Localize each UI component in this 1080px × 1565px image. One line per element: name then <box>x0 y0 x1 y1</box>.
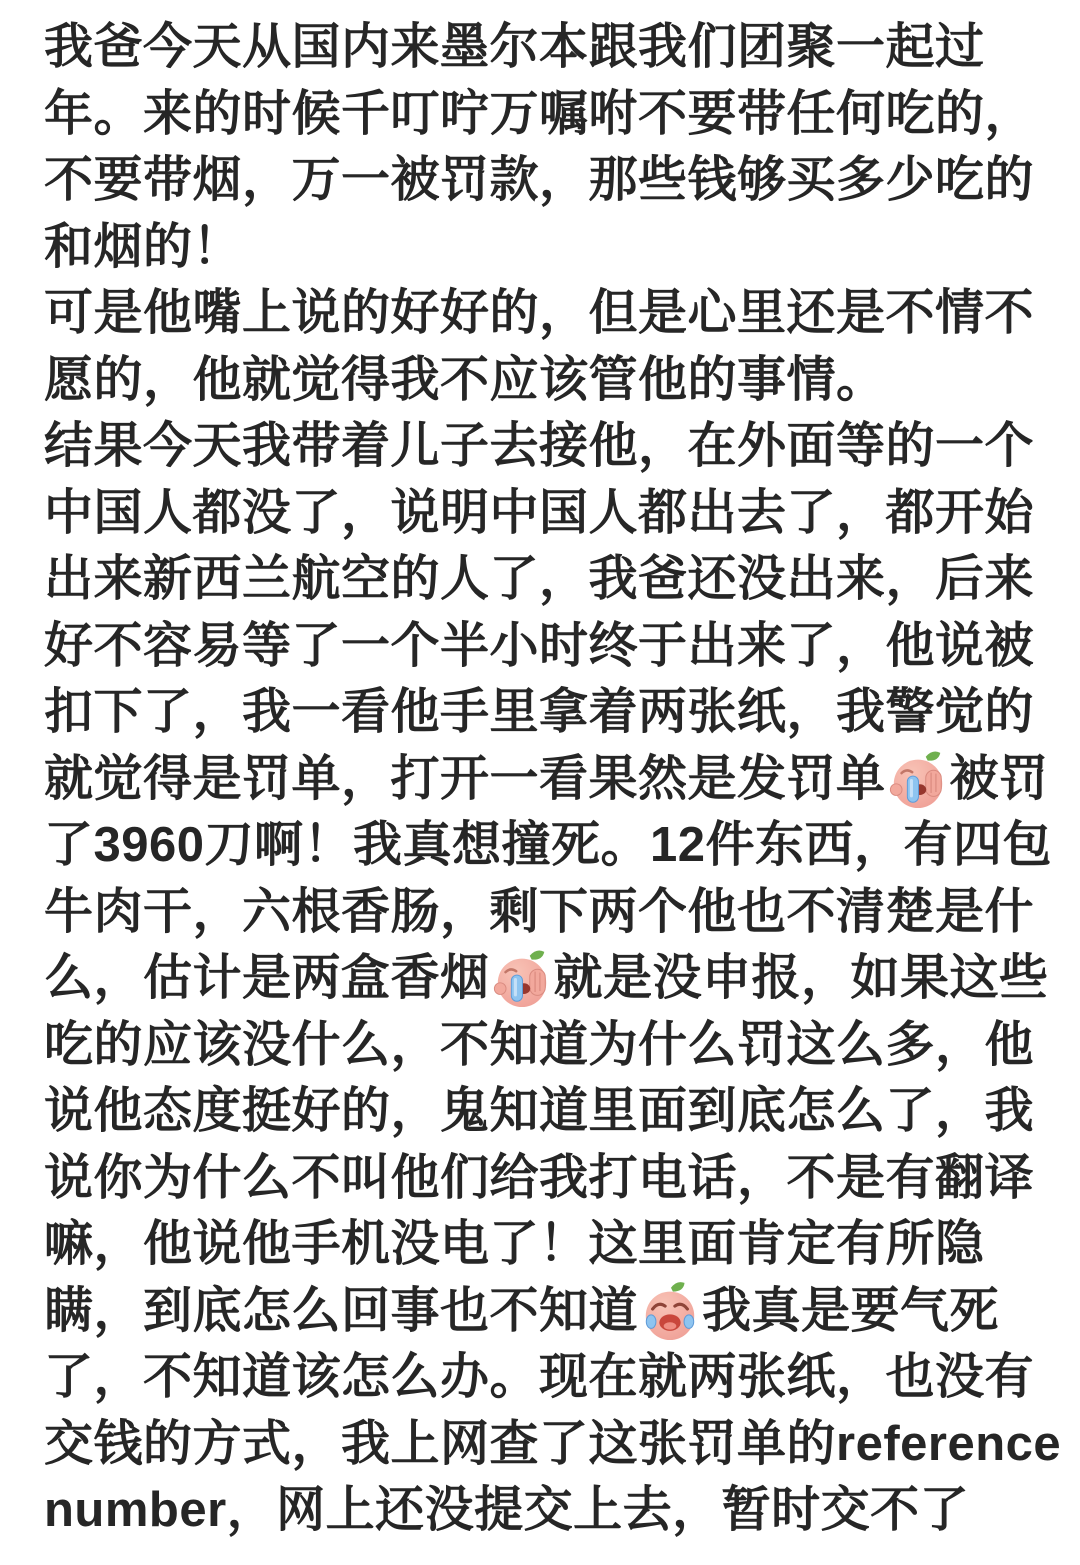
text-line <box>44 1477 1040 1544</box>
line-text: 说他态度挺好的，鬼知道里面到底怎么了，我 <box>44 1084 1035 1138</box>
text-line <box>44 613 1040 680</box>
line-text: 瞒，到底怎么回事也不知道 <box>44 1283 639 1338</box>
line-text: number，网上还没提交上去，暂时交不了 <box>44 1483 970 1537</box>
text-line <box>44 546 1040 613</box>
peach-sobbing-waterfall-tears-emoji <box>491 946 553 1008</box>
text-line <box>44 147 1040 214</box>
text-line <box>44 1012 1040 1079</box>
text-line-with-emoji <box>44 1278 1040 1345</box>
text-line <box>44 1145 1040 1212</box>
line-text: 了3960刀啊！我真想撞死。12件东西，有四包 <box>44 818 1053 872</box>
text-line <box>44 879 1040 946</box>
line-text: 被罚 <box>949 751 1049 806</box>
line-text: 吃的应该没什么，不知道为什么罚这么多，他 <box>44 1017 1035 1072</box>
line-text: 就是没申报，如果这些 <box>553 951 1049 1005</box>
line-text: 结果今天我带着儿子去接他，在外面等的一个 <box>44 419 1035 473</box>
text-line <box>44 14 1040 81</box>
line-text: 就觉得是罚单，打开一看果然是发罚单 <box>44 751 886 806</box>
line-text: 不要带烟，万一被罚款，那些钱够买多少吃的 <box>44 153 1035 207</box>
line-text: 出来新西兰航空的人了，我爸还没出来，后来 <box>44 552 1035 606</box>
peach-loudly-crying-emoji <box>639 1279 701 1341</box>
text-line <box>44 347 1040 414</box>
text-line-with-emoji <box>44 746 1049 813</box>
line-text: 我爸今天从国内来墨尔本跟我们团聚一起过 <box>44 20 985 74</box>
text-line <box>44 413 1040 480</box>
line-text: 扣下了，我一看他手里拿着两张纸，我警觉的 <box>44 685 1035 739</box>
line-text: 么，估计是两盒香烟 <box>44 951 490 1005</box>
line-text: 我真是要气死 <box>702 1283 1000 1338</box>
text-line <box>44 812 1053 879</box>
text-line <box>44 679 1040 746</box>
line-text: 牛肉干，六根香肠，剩下两个他也不清楚是什 <box>44 884 1035 939</box>
text-line <box>44 1211 1040 1278</box>
line-text: 了，不知道该怎么办。现在就两张纸，也没有 <box>44 1350 1035 1404</box>
peach-sobbing-waterfall-tears-emoji <box>887 747 949 809</box>
text-line <box>44 280 1040 347</box>
text-line <box>44 1078 1040 1145</box>
text-line <box>44 1344 1040 1411</box>
line-text: 可是他嘴上说的好好的，但是心里还是不情不 <box>44 286 1035 340</box>
text-line <box>44 480 1040 547</box>
line-text: 愿的，他就觉得我不应该管他的事情。 <box>44 352 886 407</box>
text-line <box>44 1411 1062 1478</box>
text-line <box>44 214 1040 281</box>
line-text: 说你为什么不叫他们给我打电话，不是有翻译 <box>44 1150 1035 1205</box>
line-text: 嘛，他说他手机没电了！这里面肯定有所隐 <box>44 1217 985 1271</box>
line-text: 中国人都没了，说明中国人都出去了，都开始 <box>44 485 1035 540</box>
line-text: 年。来的时候千叮咛万嘱咐不要带任何吃的， <box>44 86 1035 141</box>
line-text: 和烟的！ <box>44 219 243 274</box>
line-text: 交钱的方式，我上网查了这张罚单的reference <box>44 1416 1062 1471</box>
text-line <box>44 81 1040 148</box>
line-text: 好不容易等了一个半小时终于出来了，他说被 <box>44 618 1035 673</box>
text-line-with-emoji <box>44 945 1049 1012</box>
